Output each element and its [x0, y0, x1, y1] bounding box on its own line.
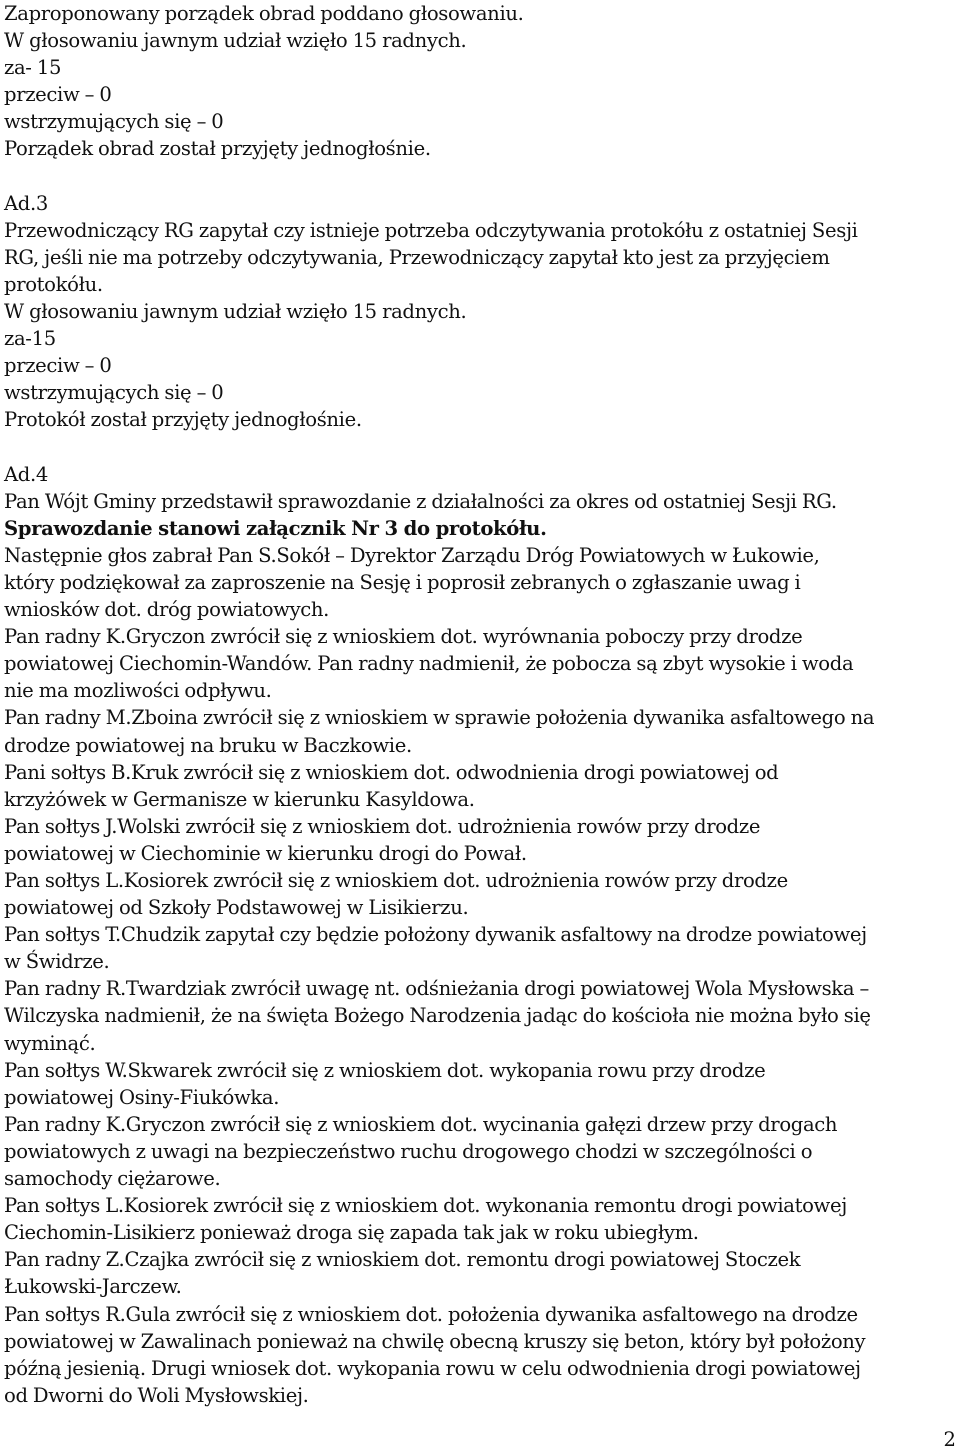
text-line: przeciw – 0	[4, 83, 112, 107]
text-line: W głosowaniu jawnym udział wzięło 15 radnych.	[4, 300, 467, 324]
text-line: Ad.3	[4, 191, 48, 215]
text-line: W głosowaniu jawnym udział wzięło 15 radnych.	[4, 29, 467, 53]
text-line: powiatowej Osiny-Fiukówka.	[4, 1085, 280, 1109]
text-line: od Dworni do Woli Mysłowskiej.	[4, 1383, 309, 1407]
text-line: Łukowski-Jarczew.	[4, 1275, 182, 1299]
text-line: Pan radny K.Gryczon zwrócił się z wnioskiem dot. wycinania gałęzi drzew przy drogach	[4, 1112, 838, 1136]
bold-text-line: Sprawozdanie stanowi załącznik Nr 3 do protokółu.	[4, 516, 547, 540]
text-line: Pan sołtys R.Gula zwrócił się z wnioskiem dot. położenia dywanika asfaltowego na drodze	[4, 1302, 858, 1326]
text-line: Pan radny K.Gryczon zwrócił się z wnioskiem dot. wyrównania poboczy przy drodze	[4, 625, 803, 649]
text-line: Pan sołtys L.Kosiorek zwrócił się z wnioskiem dot. udrożnienia rowów przy drodze	[4, 869, 788, 892]
text-line: Pan radny M.Zboina zwrócił się z wnioskiem w sprawie położenia dywanika asfaltowego na	[4, 706, 875, 730]
text-line: Następnie głos zabrał Pan S.Sokół – Dyrektor Zarządu Dróg Powiatowych w Łukowie,	[4, 543, 820, 567]
text-line: powiatowych z uwagi na bezpieczeństwo ruchu drogowego chodzi w szczególności o	[4, 1139, 813, 1163]
text-line: nie ma mozliwości odpływu.	[4, 679, 272, 703]
text-line: za-15	[4, 327, 56, 351]
text-line: drodze powiatowej na bruku w Baczkowie.	[4, 733, 412, 757]
text-line: w Świdrze.	[4, 950, 110, 974]
text-line: wstrzymujących się – 0	[4, 381, 224, 405]
text-line: Pan Wójt Gminy przedstawił sprawozdanie z działalności za okres od ostatniej Sesji RG.	[4, 489, 837, 513]
text-line: Pan sołtys T.Chudzik zapytał czy będzie położony dywanik asfaltowy na drodze powiatowej	[4, 923, 867, 947]
text-line: Pan sołtys L.Kosiorek zwrócił się z wnioskiem dot. wykonania remontu drogi powiatowej	[4, 1194, 847, 1218]
page-number: 2	[943, 1428, 956, 1451]
text-line: Ad.4	[4, 462, 48, 486]
text-line: wniosków dot. dróg powiatowych.	[4, 598, 330, 622]
text-line: Przewodniczący RG zapytał czy istnieje potrzeba odczytywania protokółu z ostatniej Sesji	[4, 218, 858, 242]
text-line: powiatowej w Zawalinach ponieważ na chwilę obecną kruszy się beton, który był położony	[4, 1329, 866, 1353]
text-line: Pan sołtys J.Wolski zwrócił się z wnioskiem dot. udrożnienia rowów przy drodze	[4, 814, 761, 838]
text-line: Ciechomin-Lisikierz ponieważ droga się zapada tak jak w roku ubiegłym.	[4, 1221, 699, 1245]
text-line: Pan radny Z.Czajka zwrócił się z wnioskiem dot. remontu drogi powiatowej Stoczek	[4, 1248, 801, 1272]
text-line: Protokół został przyjęty jednogłośnie.	[4, 408, 362, 432]
text-line: Pani sołtys B.Kruk zwrócił się z wnioskiem dot. odwodnienia drogi powiatowej od	[4, 760, 779, 784]
text-line: protokółu.	[4, 272, 103, 296]
document-body	[4, 0, 952, 1409]
text-line: który podziękował za zaproszenie na Sesję i poprosił zebranych o zgłaszanie uwag i	[4, 570, 801, 594]
text-line: wyminąć.	[4, 1031, 96, 1055]
text-line: powiatowej w Ciechominie w kierunku drogi do Pował.	[4, 841, 527, 865]
text-line: Pan sołtys W.Skwarek zwrócił się z wnioskiem dot. wykopania rowu przy drodze	[4, 1058, 766, 1082]
blank-line	[4, 163, 952, 190]
text-line: Porządek obrad został przyjęty jednogłośnie.	[4, 137, 431, 161]
text-line: powiatowej Ciechomin-Wandów. Pan radny nadmienił, że pobocza są zbyt wysokie i woda	[4, 652, 854, 676]
text-line: powiatowej od Szkoły Podstawowej w Lisikierzu.	[4, 896, 469, 920]
blank-line	[4, 434, 952, 461]
text-line: RG, jeśli nie ma potrzeby odczytywania, Przewodniczący zapytał kto jest za przyjęciem	[4, 245, 830, 269]
text-line: krzyżówek w Germanisze w kierunku Kasyldowa.	[4, 787, 475, 811]
text-line: Wilczyska nadmienił, że na święta Bożego Narodzenia jadąc do kościoła nie można było się	[4, 1004, 871, 1028]
text-line: za- 15	[4, 56, 62, 80]
text-line: Pan radny R.Twardziak zwrócił uwagę nt. odśnieżania drogi powiatowej Wola Mysłowska –	[4, 977, 869, 1001]
text-line: wstrzymujących się – 0	[4, 110, 224, 134]
text-line: przeciw – 0	[4, 354, 112, 378]
text-line: późną jesienią. Drugi wniosek dot. wykopania rowu w celu odwodnienia drogi powiatowej	[4, 1356, 861, 1380]
text-line: samochody ciężarowe.	[4, 1167, 221, 1191]
text-line: Zaproponowany porządek obrad poddano głosowaniu.	[4, 2, 524, 25]
